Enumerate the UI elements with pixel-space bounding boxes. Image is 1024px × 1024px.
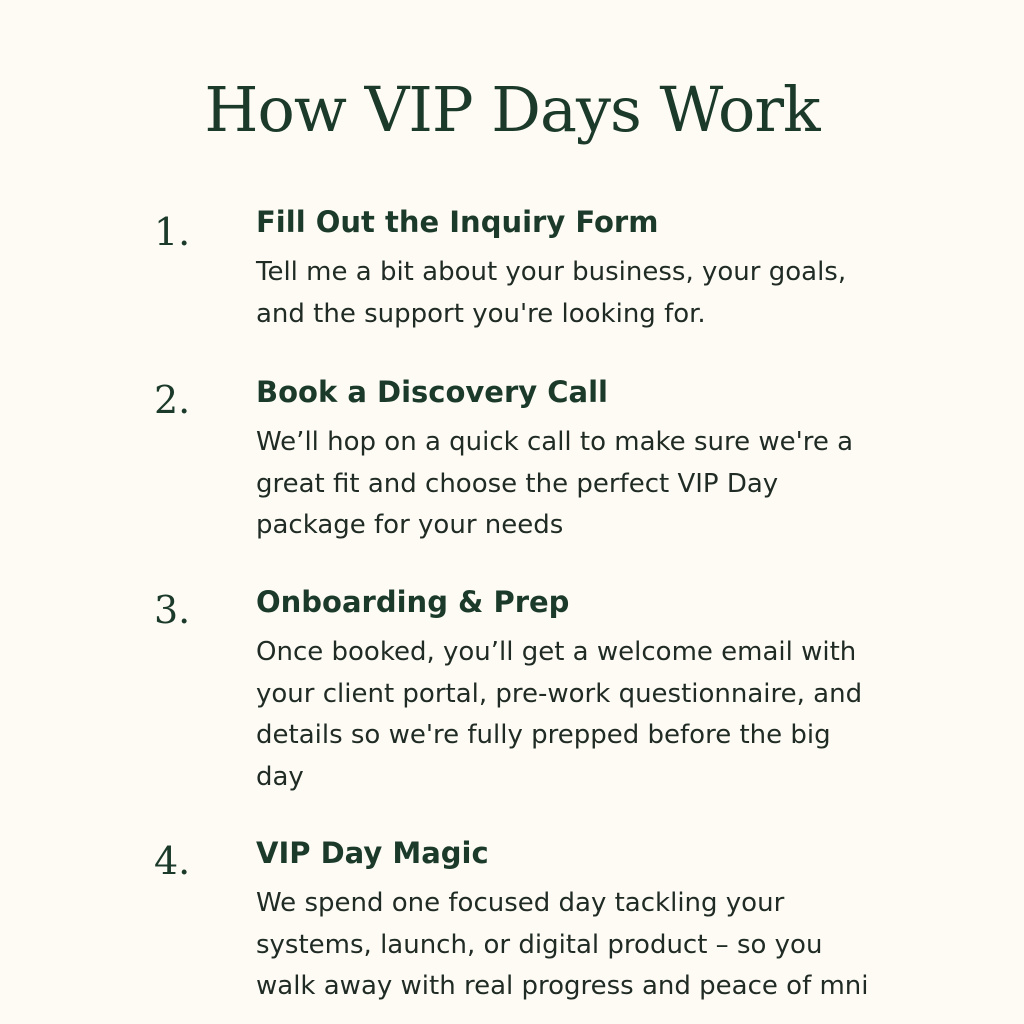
step-heading: VIP Day Magic [256,836,489,870]
step-number: 2. [154,378,191,422]
step-description [256,632,916,798]
step-heading: Fill Out the Inquiry Form [256,205,659,239]
step-description-line: We spend one focused day tackling your [256,888,785,918]
page-title: How VIP Days Work [204,73,820,146]
step-description [256,883,916,1008]
step-heading: Onboarding & Prep [256,585,570,619]
step-description-line: package for your needs [256,510,564,540]
step-description-line: your client portal, pre-work questionnaire, and [256,678,863,709]
step-description-line: day [256,761,304,792]
step-description-line: Tell me a bit about your business, your goals, [256,257,847,287]
step-description-line: Once booked, you’ll get a welcome email with [256,637,857,667]
step-number: 3. [154,588,191,632]
step-description [256,252,916,335]
step-description-line: We’ll hop on a quick call to make sure we're a [256,427,854,457]
step-heading: Book a Discovery Call [256,375,608,409]
step-description [256,422,916,547]
step-number: 4. [154,839,191,883]
step-description-line: and the support you're looking for. [256,298,706,329]
step-description-line: walk away with real progress and peace of mni [256,971,869,1001]
step-description-line: systems, launch, or digital product – so you [256,929,823,960]
step-description-line: great fit and choose the perfect VIP Day [256,468,779,499]
step-description-line: details so we're fully prepped before the big [256,720,831,750]
step-number: 1. [154,210,191,254]
